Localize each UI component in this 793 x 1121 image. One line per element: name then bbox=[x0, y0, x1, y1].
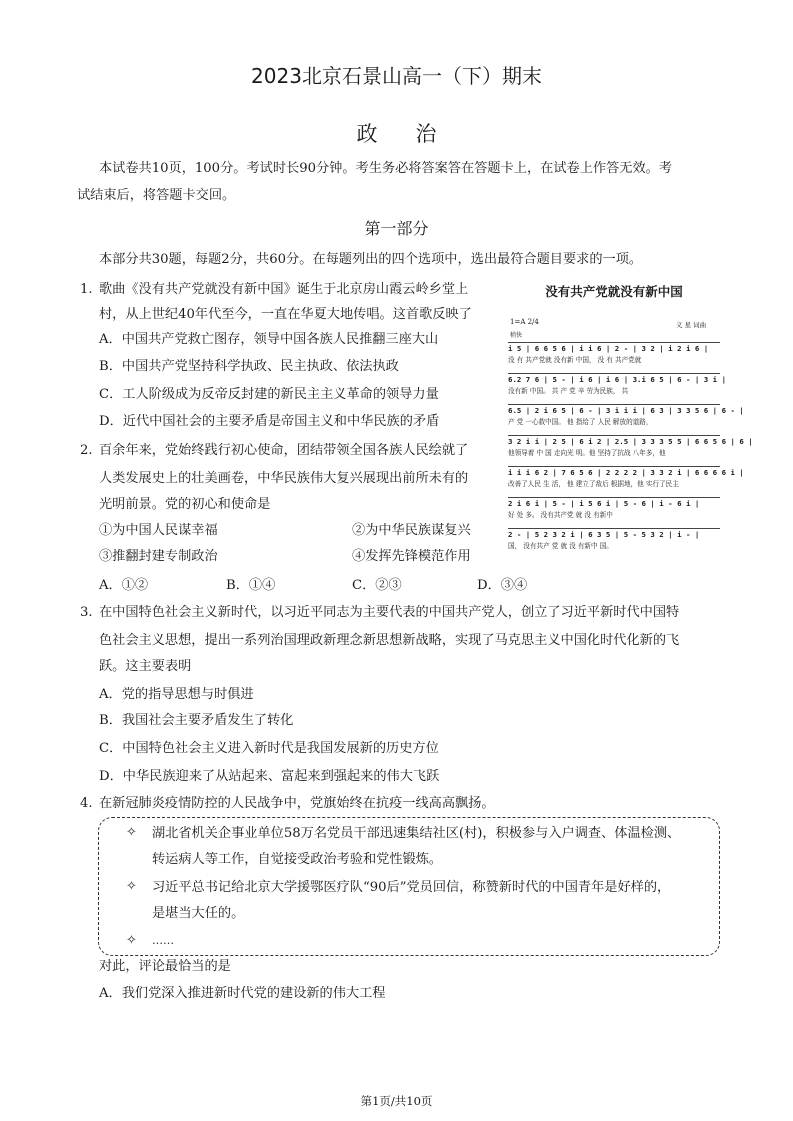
q4-number: 4. bbox=[80, 796, 93, 811]
music-lyrics-row: 没有新 中国。 共 产 党 辛 劳为民族， 共 bbox=[508, 387, 629, 395]
q1-option-a: A．中国共产党救亡图存，领导中国各族人民推翻三座大山 bbox=[99, 332, 439, 347]
q2-option-d: D．③④ bbox=[477, 578, 528, 593]
q3-option-d: D．中华民族迎来了从站起来、富起来到强起来的伟大飞跃 bbox=[99, 769, 440, 784]
section-title: 第一部分 bbox=[364, 219, 429, 238]
q2-stem-2: 人类发展史上的壮美画卷，中华民族伟大复兴展现出前所未有的 bbox=[99, 471, 469, 486]
q2-option-b: B．①④ bbox=[226, 578, 276, 593]
music-tempo: 稍快 bbox=[510, 332, 523, 339]
intro-line-2: 试结束后，将答题卡交回。 bbox=[77, 188, 236, 203]
q3-stem-3: 跃。这主要表明 bbox=[99, 659, 192, 674]
music-title: 没有共产党就没有新中国 bbox=[545, 284, 683, 299]
q2-number: 2. bbox=[80, 443, 93, 458]
q4-material-ellipsis: …… bbox=[152, 934, 174, 947]
music-author: 义 星 词曲 bbox=[676, 321, 707, 329]
q2-item-4: ④发挥先锋模范作用 bbox=[352, 549, 471, 564]
q1-stem-2: 村，从上世纪40年代至今，一直在华夏大地传唱。这首歌反映了 bbox=[99, 307, 472, 322]
diamond-bullet-icon: ✧ bbox=[126, 933, 137, 948]
q1-option-c: C．工人阶级成为反帝反封建的新民主主义革命的领导力量 bbox=[99, 387, 439, 402]
diamond-bullet-icon: ✧ bbox=[126, 825, 137, 840]
q4-option-a: A．我们党深入推进新时代党的建设新的伟大工程 bbox=[99, 986, 386, 1001]
music-notes-row: 6.5 | 2 i 6 5 | 6 - | 3 i i i | 6 3 | 3 3 5 6 | 6 - | bbox=[508, 406, 744, 415]
q4-material-2a: 习近平总书记给北京大学援鄂医疗队“90后”党员回信，称赞新时代的中国青年是好样的， bbox=[152, 880, 671, 895]
q1-stem-1: 歌曲《没有共产党就没有新中国》诞生于北京房山霞云岭乡堂上 bbox=[99, 282, 469, 297]
q3-option-c: C．中国特色社会主义进入新时代是我国发展新的历史方位 bbox=[99, 741, 439, 756]
q3-stem-2: 色社会主义思想，提出一系列治国理政新理念新思想新战略，实现了马克思主义中国化时代化新的飞 bbox=[99, 633, 680, 648]
q3-stem-1: 在中国特色社会主义新时代，以习近平同志为主要代表的中国共产党人，创立了习近平新时代中国特 bbox=[99, 605, 680, 620]
intro-line-1: 本试卷共10页，100分。考试时长90分钟。考生务必将答案答在答题卡上，在试卷上作答无效。考 bbox=[99, 161, 673, 176]
music-notes-row: 2 i 6 i | 5 - | i 5 6 i | 5 - 6 | i - 6 i | bbox=[508, 497, 720, 508]
music-lyrics-row: 他领导着 中 国 走向光 明。他 坚持了抗战 八年多，他 bbox=[508, 449, 666, 457]
music-lyrics-row: 好 处 多。 没有共产党 就 没 有新中 bbox=[508, 511, 613, 519]
q2-option-c: C．②③ bbox=[352, 578, 402, 593]
music-lyrics-row: 没 有 共产党就 没有新 中国， 没 有 共产党就 bbox=[508, 356, 642, 364]
q4-material-1a: 湖北省机关企事业单位58万名党员干部迅速集结社区(村)，积极参与入户调查、体温检测、 bbox=[152, 826, 681, 841]
q3-option-a: A．党的指导思想与时俱进 bbox=[99, 687, 254, 702]
q4-stem: 在新冠肺炎疫情防控的人民战争中，党旗始终在抗疫一线高高飘扬。 bbox=[99, 796, 495, 811]
q1-option-d: D．近代中国社会的主要矛盾是帝国主义和中华民族的矛盾 bbox=[99, 414, 440, 429]
music-notes-row: 2 - | 5 2 3 2 i | 6 3 5 | 5 - 5 3 2 | i - | bbox=[508, 528, 720, 539]
music-lyrics-row: 产 党 一心救中国。 他 指给了 人民 解放的道路， bbox=[508, 418, 653, 426]
q2-item-1: ①为中国人民谋幸福 bbox=[99, 523, 218, 538]
q2-option-a: A．①② bbox=[99, 578, 149, 593]
q2-item-3: ③推翻封建专制政治 bbox=[99, 549, 218, 564]
music-notes-row: 6.2 7 6 | 5 - | i 6 | i 6 | 3.i 6 5 | 6 - | 3 i | bbox=[508, 375, 727, 384]
diamond-bullet-icon: ✧ bbox=[126, 879, 137, 894]
music-notes-row: i i i 6 2 | 7 6 5 6 | 2 2 2 2 | 3 3 2 i | 6 6 6 6 i | bbox=[508, 468, 744, 477]
q1-option-b: B．中国共产党坚持科学执政、民主执政、依法执政 bbox=[99, 359, 399, 374]
music-score-figure bbox=[506, 278, 753, 573]
exam-title: 2023北京石景山高一（下）期末 bbox=[251, 64, 542, 88]
q3-number: 3. bbox=[80, 605, 93, 620]
section-intro: 本部分共30题，每题2分，共60分。在每题列出的四个选项中，选出最符合题目要求的一项。 bbox=[99, 252, 643, 267]
page-footer: 第1页/共10页 bbox=[360, 1094, 433, 1108]
q3-option-b: B．我国社会主要矛盾发生了转化 bbox=[99, 713, 294, 728]
music-key: 1=A 2/4 bbox=[510, 318, 539, 326]
subject-title: 政治 bbox=[356, 122, 475, 146]
q2-item-2: ②为中华民族谋复兴 bbox=[352, 523, 471, 538]
music-notes-row: i 5 | 6 6 5 6 | i i 6 | 2 - | 3 2 | i 2 i 6 | bbox=[508, 342, 720, 353]
q4-material-2b: 是堪当大任的。 bbox=[152, 906, 245, 921]
music-notes-row: 3 2 i i | 2 5 | 6 i 2 | 2.5 | 3 3 3 5 5 | 6 6 5 6 | 6 | bbox=[508, 437, 753, 446]
music-lyrics-row: 改善了人民 生 活， 他 建立了敌后 根据地，他 实行了民主 bbox=[508, 480, 679, 488]
q1-number: 1. bbox=[80, 282, 93, 297]
q2-stem-3: 光明前景。党的初心和使命是 bbox=[99, 497, 271, 512]
q4-question: 对此，评论最恰当的是 bbox=[99, 959, 231, 974]
q2-stem-1: 百余年来，党始终践行初心使命，团结带领全国各族人民绘就了 bbox=[99, 443, 469, 458]
q4-material-1b: 转运病人等工作，自觉接受政治考验和党性锻炼。 bbox=[152, 852, 443, 867]
music-lyrics-row: 国， 没有共产 党 就 没 有新中 国。 bbox=[508, 542, 613, 550]
